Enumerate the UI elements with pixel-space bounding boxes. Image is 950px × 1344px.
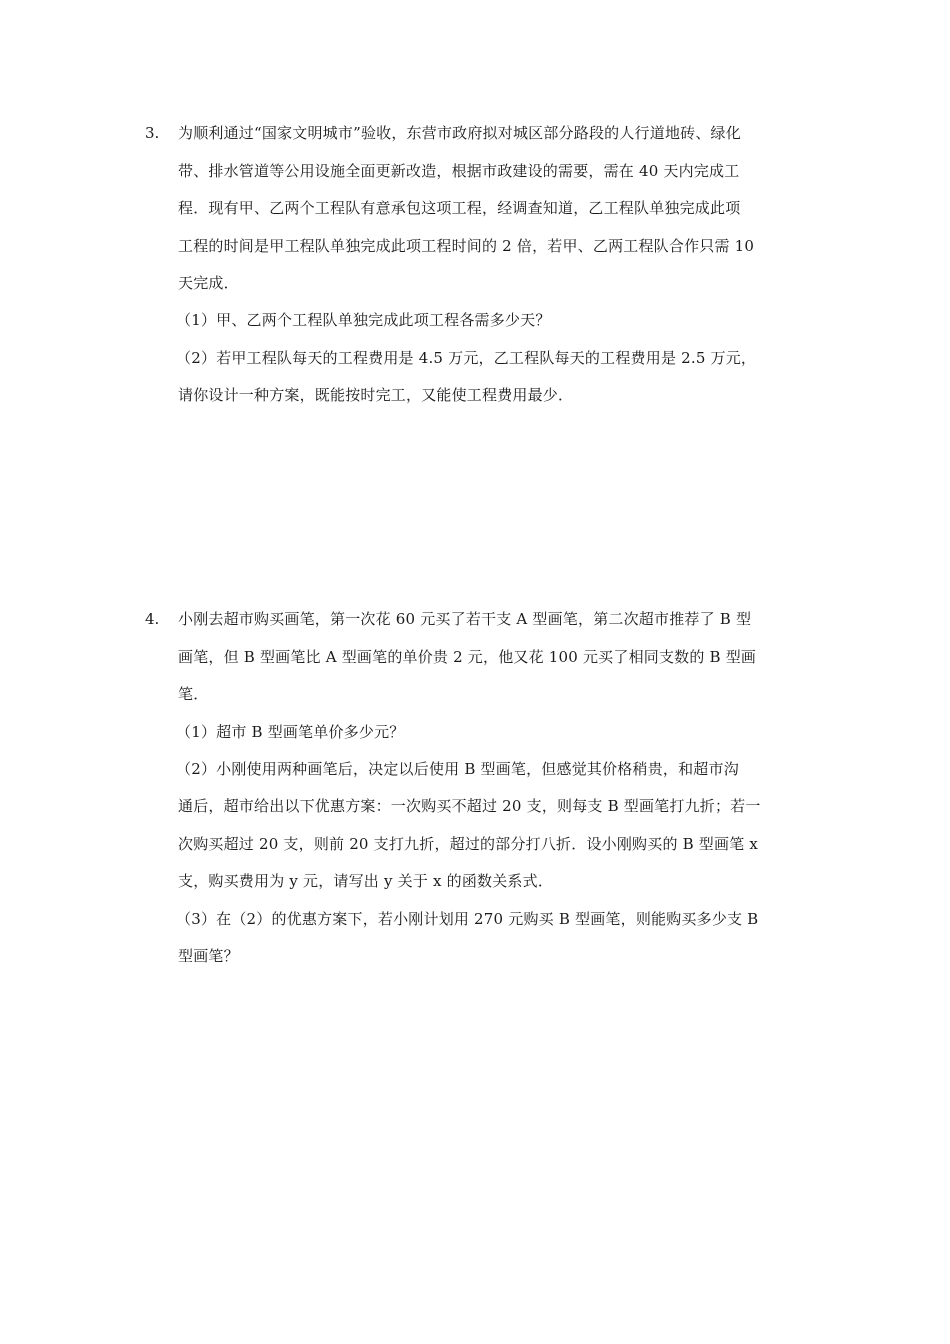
- problem-text-line: 画笔，但 B 型画笔比 A 型画笔的单价贵 2 元，他又花 100 元买了相同支数的 B 型画: [178, 648, 757, 666]
- problem-text-line: 为顺利通过“国家文明城市”验收，东营市政府拟对城区部分路段的人行道地砖、绿化: [178, 124, 741, 142]
- problem-text-line: 程．现有甲、乙两个工程队有意承包这项工程，经调查知道，乙工程队单独完成此项: [178, 199, 741, 217]
- question-part: 型画笔？: [178, 947, 239, 965]
- question-part: （1）甲、乙两个工程队单独完成此项工程各需多少天？: [176, 311, 551, 329]
- question-part: 次购买超过 20 支，则前 20 支打九折，超过的部分打八折．设小刚购买的 B 型画笔 x: [178, 835, 759, 853]
- problem-text-line: 带、排水管道等公用设施全面更新改造，根据市政建设的需要，需在 40 天内完成工: [178, 162, 740, 180]
- problem-text-line: 天完成．: [178, 274, 239, 292]
- problem-text-line: 笔．: [178, 685, 209, 703]
- question-part: （2）小刚使用两种画笔后，决定以后使用 B 型画笔，但感觉其价格稍贵，和超市沟: [176, 760, 739, 778]
- question-part: 请你设计一种方案，既能按时完工，又能使工程费用最少．: [178, 386, 574, 404]
- problem-text-line: 小刚去超市购买画笔，第一次花 60 元买了若干支 A 型画笔，第二次超市推荐了 B 型: [178, 610, 752, 628]
- problem-text-line: 工程的时间是甲工程队单独完成此项工程时间的 2 倍，若甲、乙两工程队合作只需 10: [178, 237, 755, 255]
- question-part: 支，购买费用为 y 元，请写出 y 关于 x 的函数关系式．: [178, 872, 554, 890]
- problem-number: 3.: [145, 124, 160, 142]
- problem-number: 4.: [145, 610, 160, 628]
- question-part: （2）若甲工程队每天的工程费用是 4.5 万元，乙工程队每天的工程费用是 2.5 万元，: [176, 349, 757, 367]
- question-part: （3）在（2）的优惠方案下，若小刚计划用 270 元购买 B 型画笔，则能购买多少支 B: [176, 910, 759, 928]
- question-part: 通后，超市给出以下优惠方案：一次购买不超过 20 支，则每支 B 型画笔打九折；若一: [178, 797, 761, 815]
- question-part: （1）超市 B 型画笔单价多少元？: [176, 723, 405, 741]
